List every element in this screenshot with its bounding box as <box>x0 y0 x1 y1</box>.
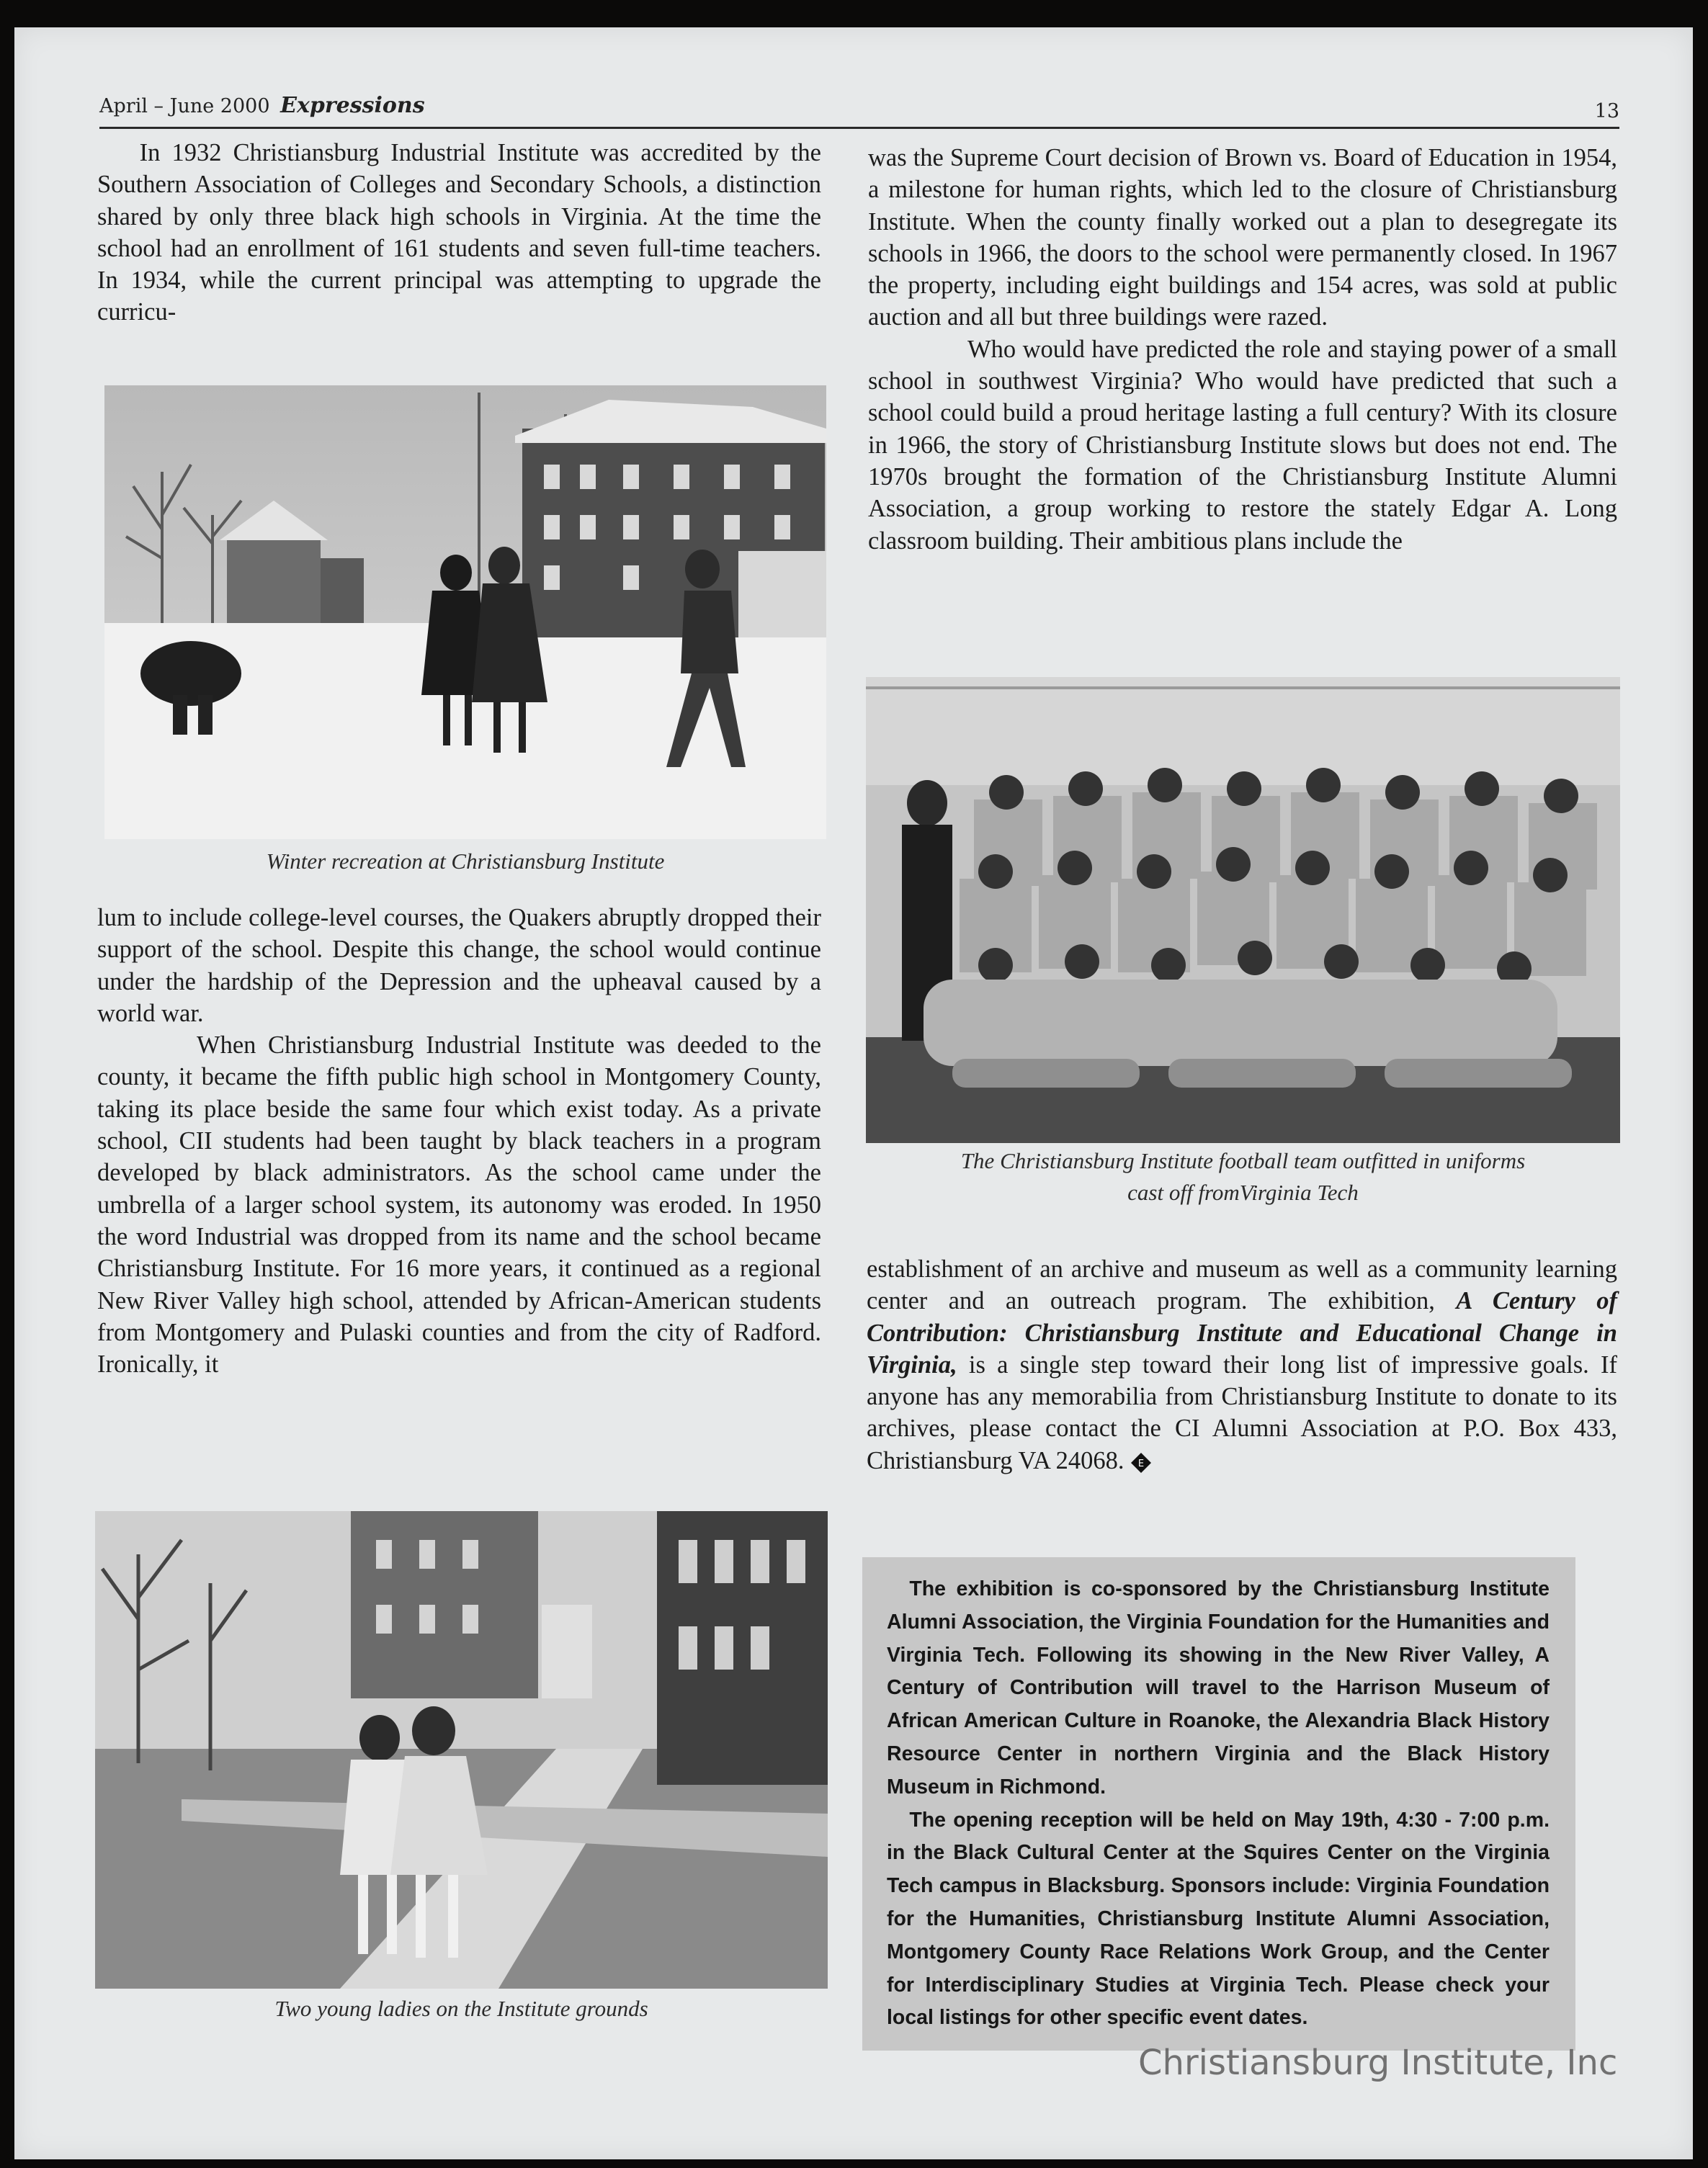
football-team-photo <box>866 677 1620 1143</box>
page-number: 13 <box>1594 100 1619 122</box>
football-caption-line-1: The Christiansburg Institute football team outfitted in uniforms <box>960 1148 1526 1173</box>
winter-photo-caption: Winter recreation at Christiansburg Institute <box>266 848 665 874</box>
article-paragraph <box>867 1253 1617 1477</box>
football-caption-line-2: cast off fromVirginia Tech <box>1127 1180 1359 1205</box>
watermark: Christiansburg Institute, Inc <box>1138 2043 1618 2083</box>
exhibition-title: A Century of Contribution: Christiansburg Institute and Educational Change in Virginia, <box>867 1287 1617 1379</box>
paragraph-text: establishment of an archive and museum as well as a community learning center and an outreach program. The exhibition, <box>867 1255 1617 1315</box>
issue-line <box>99 93 425 118</box>
end-of-article-icon <box>1130 1452 1152 1474</box>
issue-date: April – June 2000 <box>99 95 270 117</box>
winter-recreation-photo <box>104 385 826 839</box>
paragraph-text: is a single step toward their long list of impressive goals. If anyone has any memorabilia from Christiansburg Institute to donate to its archives, please contact the CI Alumni Association at P.O. Box 433, Christiansburg VA 24068. <box>867 1350 1617 1474</box>
left-column-bottom <box>97 902 821 1380</box>
article-paragraph: When Christiansburg Industrial Institute was deeded to the county, it became the fifth public high school in Montgomery County, taking its place beside the same four which exist today. As a private school, CII students had been taught by black teachers in a program developed by black administrators. As the school came under the umbrella of a larger school system, its autonomy was eroded. In 1950 the word Industrial was dropped from its name and the school became Christiansburg Institute. For 16 more years, it continued as a regional New River Valley high school, attended by African-American students from Montgomery and Pulaski counties and from the city of Radford. Ironically, it <box>97 1031 821 1379</box>
article-paragraph: lum to include college-level courses, the Quakers abruptly dropped their support of the school. Despite this change, the school would continue under the hardship of the Depression and the upheaval caused by a world war. <box>97 904 821 1027</box>
right-column-bottom <box>867 1253 1617 1477</box>
exhibition-info-box <box>862 1557 1575 2051</box>
article-paragraph: was the Supreme Court decision of Brown vs. Board of Education in 1954, a milestone for human rights, which led to the closure of Christiansburg Institute. When the county finally worked out a plan to desegregate its schools in 1966, the doors to the school were permanently closed. In 1967 the property, including eight buildings and 154 acres, was sold at public auction and all but three buildings were razed. <box>868 144 1617 331</box>
page-header <box>99 89 1619 129</box>
sidebar-paragraph: The opening reception will be held on May 19th, 4:30 - 7:00 p.m. in the Black Cultural Center at the Squires Center on the Virginia Tech campus in Blacksburg. Sponsors include: Virginia Foundation for the Humanities, Christiansburg Institute Alumni Association, Montgomery County Race Relations Work Group, and the Center for Interdisciplinary Studies at Virginia Tech. Please check your local listings for other specific event dates. <box>887 1808 1550 2030</box>
article-paragraph: Who would have predicted the role and staying power of a small school in southwest Virginia? Who would have predicted that such a school could build a proud heritage lasting a full century? With its closure in 1966, the story of Christiansburg Institute slows but does not end. The 1970s brought the formation of the Christiansburg Institute Alumni Association, a group working to restore the stately Edgar A. Long classroom building. Their ambitious plans include the <box>868 335 1617 555</box>
left-column-top <box>97 137 821 328</box>
svg-text:E: E <box>1137 1458 1144 1469</box>
article-paragraph: In 1932 Christiansburg Industrial Institute was accredited by the Southern Association of Colleges and Secondary Schools, a distinction shared by only three black high schools in Virginia. At the time the school had an enrollment of 161 students and seven full-time teachers. In 1934, while the current principal was attempting to upgrade the curricu- <box>97 139 821 326</box>
publication-name: Expressions <box>280 93 425 118</box>
right-column-top <box>868 142 1617 557</box>
young-ladies-photo <box>95 1511 828 1989</box>
football-photo-caption <box>866 1145 1620 1209</box>
girls-photo-caption: Two young ladies on the Institute grounds <box>274 1996 648 2021</box>
sidebar-paragraph: The exhibition is co-sponsored by the Christiansburg Institute Alumni Association, the Virginia Foundation for the Humanities and Virginia Tech. Following its showing in the New River Valley, A Century of Contribution will travel to the Harrison Museum of African American Culture in Roanoke, the Alexandria Black History Resource Center in northern Virginia and the Black History Museum in Richmond. <box>887 1577 1550 1799</box>
